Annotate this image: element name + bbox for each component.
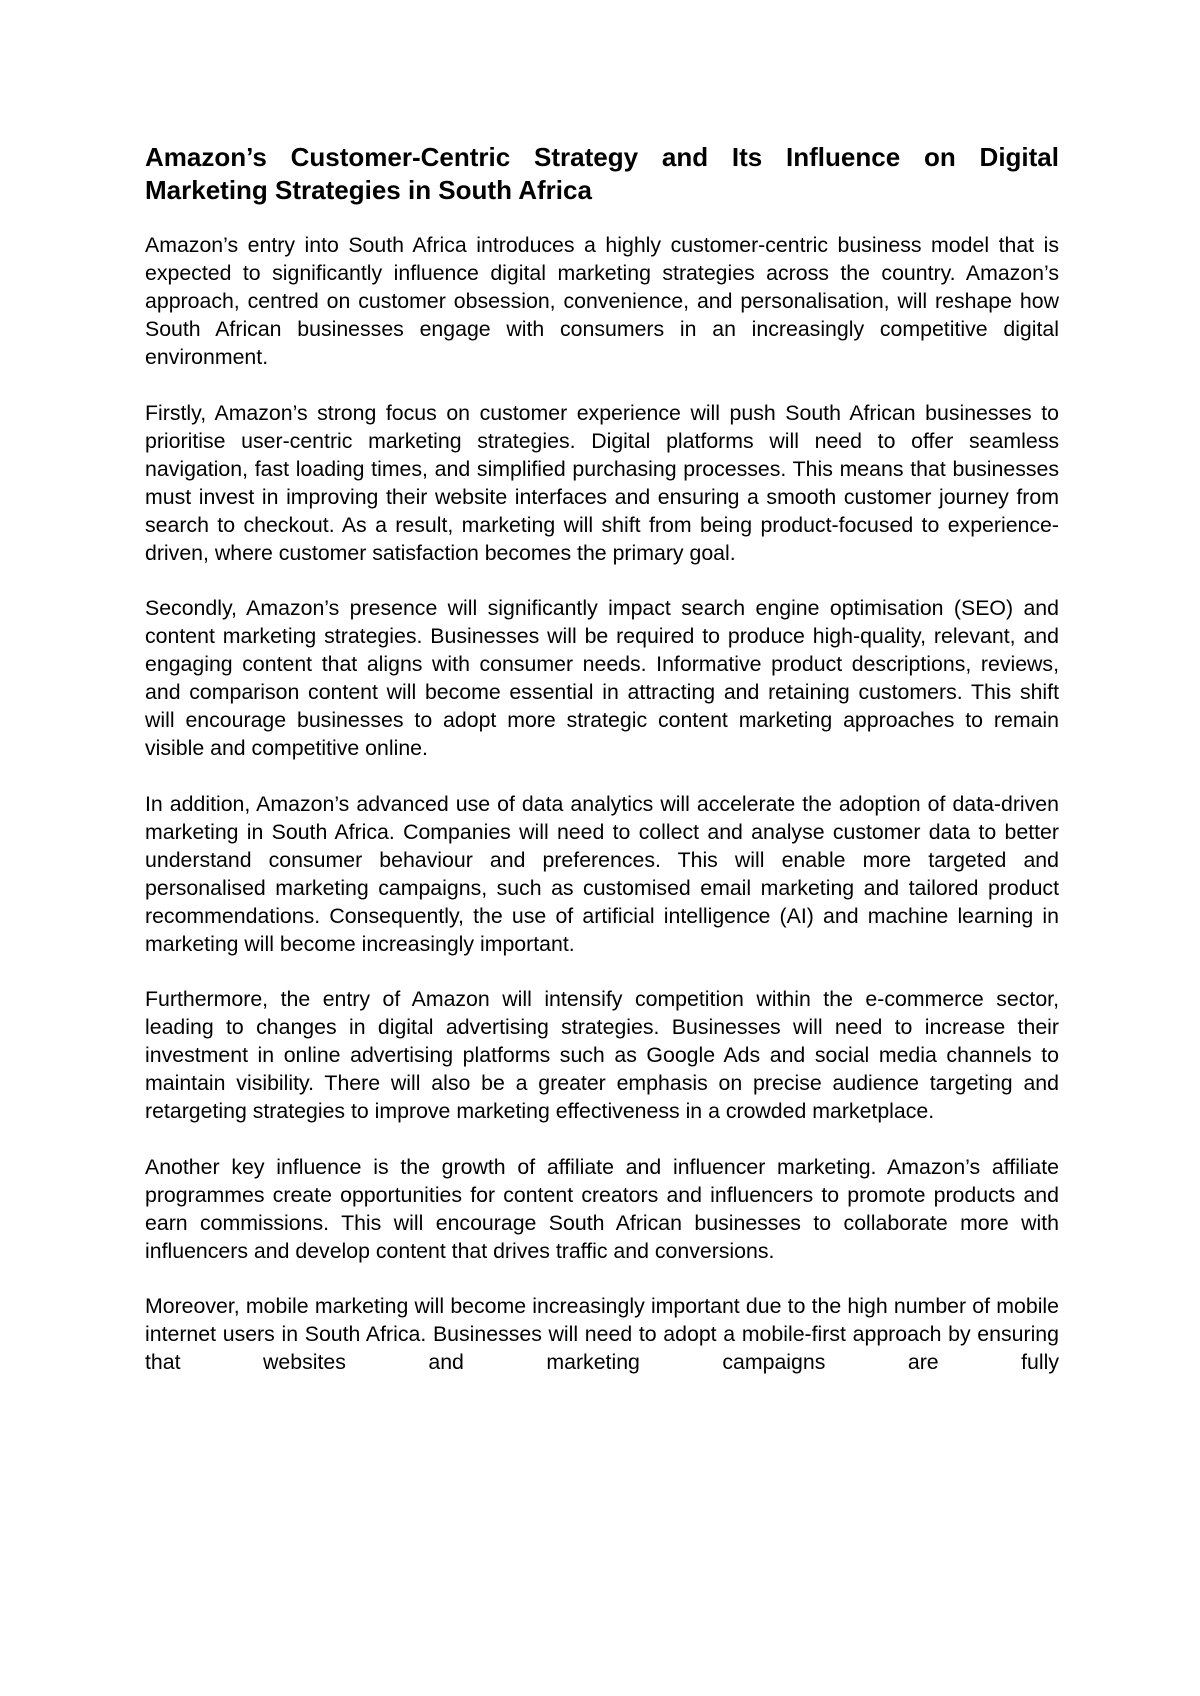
document-title: Amazon’s Customer-Centric Strategy and Its Influence on Digital Marketing Strategies in South Africa: [145, 142, 1059, 205]
paragraph-introduction: Amazon’s entry into South Africa introduces a highly customer-centric business model that is expected to significantly influence digital marketing strategies across the country. Amazon’s approach, centred on customer obsession, convenience, and personalisation, will reshape how South African businesses engage with consumers in an increasingly competitive digital environment.: [145, 233, 1059, 369]
paragraph-customer-experience: Firstly, Amazon’s strong focus on customer experience will push South African businesses to prioritise user-centric marketing strategies. Digital platforms will need to offer seamless navigation, fast loading times, and simplified purchasing processes. This means that businesses must invest in improving their website interfaces and ensuring a smooth customer journey from search to checkout. As a result, marketing will shift from being product-focused to experience-driven, where customer satisfaction becomes the primary goal.: [145, 400, 1059, 565]
paragraph-data-analytics: In addition, Amazon’s advanced use of data analytics will accelerate the adoption of data-driven marketing in South Africa. Companies will need to collect and analyse customer data to better understand consumer behaviour and preferences. This will enable more targeted and personalised marketing campaigns, such as customised email marketing and tailored product recommendations. Consequently, the use of artificial intelligence (AI) and machine learning in marketing will become increasingly important.: [145, 791, 1059, 956]
paragraph-mobile-marketing: Moreover, mobile marketing will become increasingly important due to the high number of mobile internet users in South Africa. Businesses will need to adopt a mobile-first approach by ensuring that websites and marketing campaigns are fully: [145, 1294, 1059, 1374]
document-body: [145, 141, 1059, 1376]
paragraph-seo-content: Secondly, Amazon’s presence will significantly impact search engine optimisation (SEO) and content marketing strategies. Businesses will be required to produce high-quality, relevant, and engaging content that aligns with consumer needs. Informative product descriptions, reviews, and comparison content will become essential in attracting and retaining customers. This shift will encourage businesses to adopt more strategic content marketing approaches to remain visible and competitive online.: [145, 596, 1059, 760]
paragraph-advertising: Furthermore, the entry of Amazon will intensify competition within the e-commerce sector, leading to changes in digital advertising strategies. Businesses will need to increase their investment in online advertising platforms such as Google Ads and social media channels to maintain visibility. There will also be a greater emphasis on precise audience targeting and retargeting strategies to improve marketing effectiveness in a crowded marketplace.: [145, 987, 1059, 1123]
paragraph-affiliate-influencer: Another key influence is the growth of affiliate and influencer marketing. Amazon’s affiliate programmes create opportunities for content creators and influencers to promote products and earn commissions. This will encourage South African businesses to collaborate more with influencers and develop content that drives traffic and conversions.: [145, 1154, 1059, 1263]
